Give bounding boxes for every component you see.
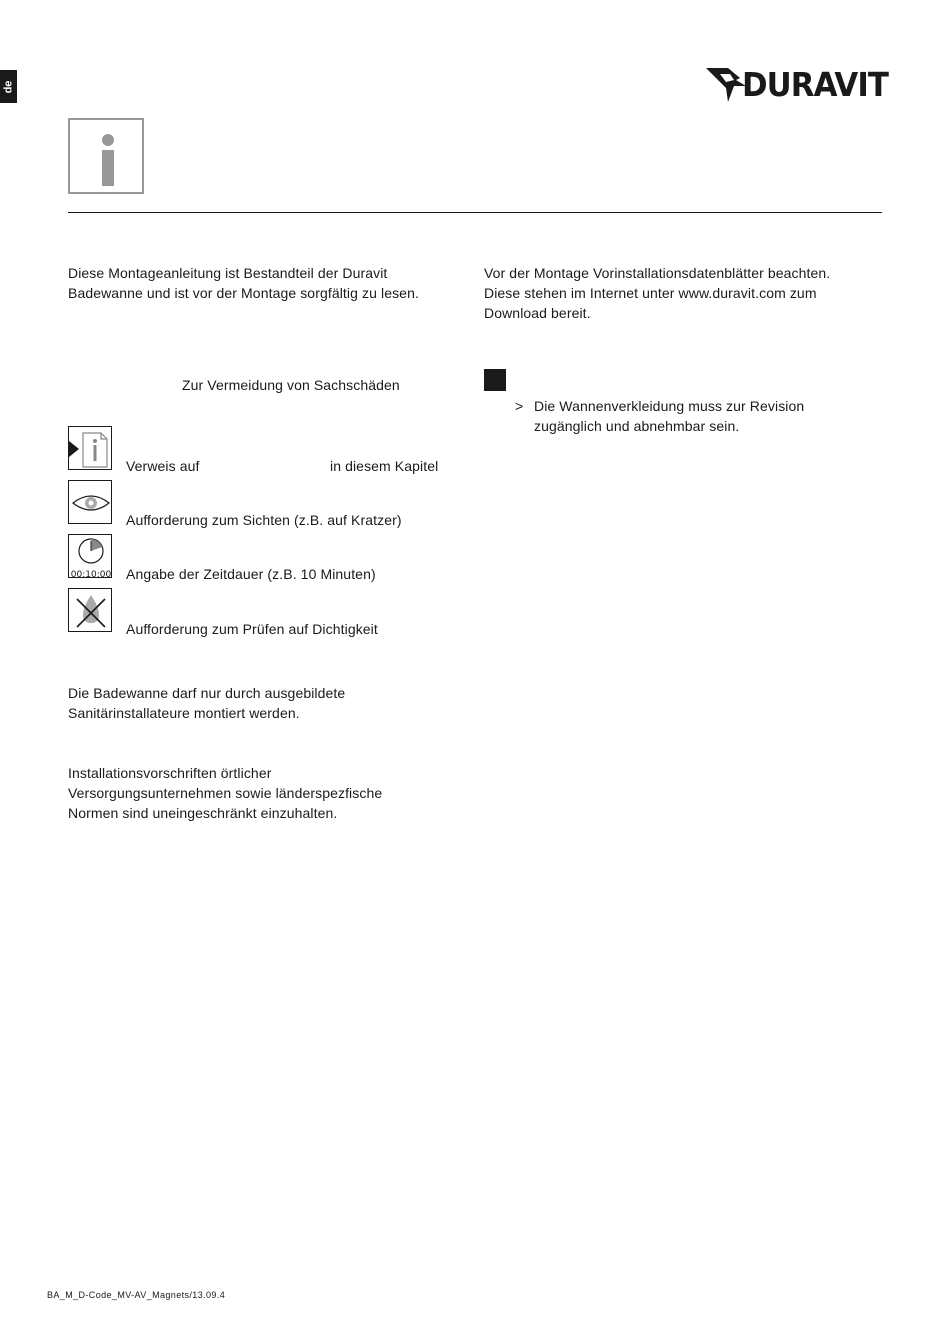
leak-check-icon bbox=[68, 588, 112, 632]
language-tab-label: de bbox=[2, 80, 15, 93]
intro-line: Diese Montageanleitung ist Bestandteil der Duravit bbox=[68, 265, 388, 281]
bullet-text bbox=[534, 396, 804, 436]
installer-line: Sanitärinstallateure montiert werden. bbox=[68, 705, 300, 721]
footer-code: BA_M_D-Code_MV-AV_Magnets/13.09.4 bbox=[47, 1290, 226, 1300]
timer-text: 00:10:00 bbox=[70, 570, 112, 579]
bullet-marker: > bbox=[515, 398, 524, 414]
installer-text bbox=[68, 683, 345, 723]
language-tab bbox=[0, 70, 17, 103]
eye-icon bbox=[68, 480, 112, 524]
preinstall-line: Download bereit. bbox=[484, 305, 591, 321]
regulation-line: Normen sind uneingeschränkt einzuhalten. bbox=[68, 805, 338, 821]
svg-text:DURAVIT: DURAVIT bbox=[742, 65, 890, 104]
document-reference-icon bbox=[68, 426, 112, 470]
warning-text: Zur Vermeidung von Sachschäden bbox=[182, 377, 400, 393]
timer-icon bbox=[68, 534, 112, 578]
regulation-line: Installationsvorschriften örtlicher bbox=[68, 765, 272, 781]
duravit-logo-graphic bbox=[706, 62, 890, 104]
regulation-line: Versorgungsunternehmen sowie länderspezfische bbox=[68, 785, 383, 801]
header-divider bbox=[68, 212, 882, 213]
symbol-ref-label-2: in diesem Kapitel bbox=[330, 458, 439, 474]
preinstall-line: Vor der Montage Vorinstallationsdatenblätter beachten. bbox=[484, 265, 831, 281]
preinstall-line: Diese stehen im Internet unter www.duravit.com zum bbox=[484, 285, 817, 301]
intro-text bbox=[68, 263, 419, 303]
symbol-timer-label: Angabe der Zeitdauer (z.B. 10 Minuten) bbox=[126, 566, 376, 582]
bullet-line: Die Wannenverkleidung muss zur Revision bbox=[534, 398, 805, 414]
symbol-ref-label-1: Verweis auf bbox=[126, 458, 200, 474]
installer-line: Die Badewanne darf nur durch ausgebildete bbox=[68, 685, 346, 701]
info-icon bbox=[68, 118, 144, 194]
bullet-line: zugänglich und abnehmbar sein. bbox=[534, 418, 740, 434]
intro-line: Badewanne und ist vor der Montage sorgfältig zu lesen. bbox=[68, 285, 419, 301]
preinstall-text bbox=[484, 263, 830, 323]
symbol-leak-label: Aufforderung zum Prüfen auf Dichtigkeit bbox=[126, 621, 378, 637]
duravit-logo bbox=[706, 62, 890, 104]
note-marker bbox=[484, 369, 506, 391]
regulation-text bbox=[68, 763, 382, 823]
symbol-eye-label: Aufforderung zum Sichten (z.B. auf Kratzer) bbox=[126, 512, 402, 528]
